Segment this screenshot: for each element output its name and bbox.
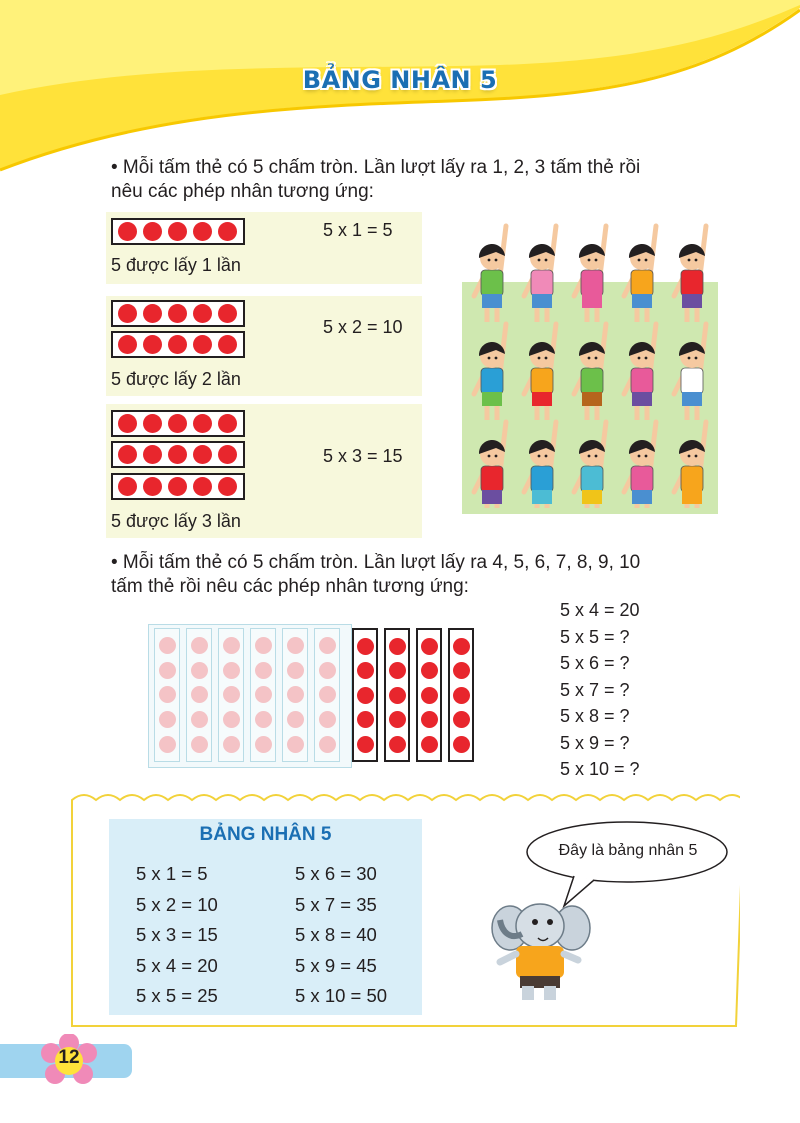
section1-instruction-line2: nêu các phép nhân tương ứng: — [111, 181, 374, 202]
dot-card — [111, 473, 245, 500]
faded-dot — [191, 637, 208, 654]
faded-dot — [287, 686, 304, 703]
red-dot — [193, 414, 212, 433]
red-dot — [357, 638, 374, 655]
equation: 5 x 10 = ? — [560, 759, 640, 779]
red-dot — [168, 222, 187, 241]
red-dot — [143, 335, 162, 354]
faded-dot — [255, 686, 272, 703]
red-dot — [193, 477, 212, 496]
table-row: 5 x 10 = 50 — [295, 985, 388, 1006]
red-dot — [389, 662, 406, 679]
child-figure — [674, 324, 706, 420]
red-dot — [143, 222, 162, 241]
red-dot — [357, 736, 374, 753]
faded-dot — [223, 736, 240, 753]
faded-dot — [287, 662, 304, 679]
faded-dot — [255, 736, 272, 753]
red-dot — [118, 477, 137, 496]
table-row: 5 x 2 = 10 — [136, 893, 218, 915]
red-dot — [453, 736, 470, 753]
child-figure — [524, 422, 556, 508]
section2-instruction — [111, 551, 761, 599]
table-row: 5 x 8 = 40 — [295, 924, 377, 945]
faded-dot — [319, 637, 336, 654]
red-dot — [193, 304, 212, 323]
faded-dot — [191, 686, 208, 703]
red-dot — [143, 445, 162, 464]
red-dot — [118, 304, 137, 323]
child-figure — [624, 226, 656, 322]
equation: 5 x 5 = ? — [560, 626, 630, 647]
child-figure — [674, 422, 706, 508]
faded-dot — [319, 711, 336, 728]
red-dot — [118, 445, 137, 464]
red-dot — [193, 335, 212, 354]
faded-dot — [319, 686, 336, 703]
child-figure — [574, 226, 606, 322]
faded-dot — [191, 736, 208, 753]
red-dot — [421, 638, 438, 655]
red-dot — [453, 638, 470, 655]
faded-dot — [255, 711, 272, 728]
page-number: 12 — [58, 1047, 80, 1068]
red-dot — [453, 662, 470, 679]
highlighted-dot-card — [384, 628, 410, 762]
table-right-column — [295, 859, 387, 1012]
faded-dot — [287, 637, 304, 654]
faded-dot-card — [186, 628, 212, 762]
child-figure — [574, 422, 606, 508]
red-dot — [453, 711, 470, 728]
equation: 5 x 3 = 15 — [323, 446, 403, 466]
section2-instruction-line1: • Mỗi tấm thẻ có 5 chấm tròn. Lần lượt lấy ra 4, 5, 6, 7, 8, 9, 10 — [111, 552, 641, 573]
caption: 5 được lấy 2 lần — [111, 369, 241, 389]
child-figure — [524, 226, 556, 322]
child-figure — [624, 422, 656, 508]
faded-dot — [223, 662, 240, 679]
table-row: 5 x 6 = 30 — [295, 863, 377, 884]
equation: 5 x 7 = ? — [560, 679, 630, 700]
red-dot — [421, 736, 438, 753]
dot-card — [111, 331, 245, 358]
red-dot — [389, 638, 406, 655]
table-row: 5 x 4 = 20 — [136, 954, 218, 976]
table-row: 5 x 1 = 5 — [136, 863, 208, 884]
faded-dot — [159, 662, 176, 679]
table-row: 5 x 3 = 15 — [136, 924, 218, 945]
dot-card — [111, 441, 245, 468]
child-figure — [574, 324, 606, 420]
red-dot — [118, 222, 137, 241]
page-title: BẢNG NHÂN 5 — [302, 66, 498, 94]
equation: 5 x 8 = ? — [560, 706, 630, 726]
red-dot — [357, 662, 374, 679]
red-dot — [218, 445, 237, 464]
faded-dot-card — [218, 628, 244, 762]
red-dot — [143, 304, 162, 323]
faded-dot-card — [282, 628, 308, 762]
red-dot — [218, 477, 237, 496]
red-dot — [357, 687, 374, 704]
highlighted-dot-card — [416, 628, 442, 762]
red-dot — [143, 414, 162, 433]
dot-card — [111, 410, 245, 437]
red-dot — [118, 335, 137, 354]
faded-dot — [159, 637, 176, 654]
children-exercising-illustration — [462, 218, 722, 508]
child-figure — [674, 226, 706, 322]
caption: 5 được lấy 3 lần — [111, 511, 241, 531]
caption: 5 được lấy 1 lần — [111, 255, 241, 275]
faded-dot — [255, 662, 272, 679]
section2-instruction-line2: tấm thẻ rồi nêu các phép nhân tương ứng: — [111, 576, 469, 597]
speech-bubble-text: Đây là bảng nhân 5 — [558, 842, 698, 859]
table-title: BẢNG NHÂN 5 — [199, 824, 332, 845]
red-dot — [218, 335, 237, 354]
elephant-illustration — [480, 888, 600, 1008]
table-row: 5 x 5 = 25 — [136, 985, 218, 1006]
red-dot — [421, 711, 438, 728]
faded-dot — [319, 662, 336, 679]
faded-dot — [159, 686, 176, 703]
vertical-dot-cards — [154, 628, 474, 762]
red-dot — [421, 662, 438, 679]
table-row: 5 x 9 = 45 — [295, 954, 377, 976]
equation: 5 x 6 = ? — [560, 653, 630, 673]
highlighted-dot-card — [352, 628, 378, 762]
child-figure — [524, 324, 556, 420]
section1-instruction-line1: • Mỗi tấm thẻ có 5 chấm tròn. Lần lượt lấy ra 1, 2, 3 tấm thẻ rồi — [111, 157, 641, 178]
faded-dot-card — [154, 628, 180, 762]
faded-dot — [255, 637, 272, 654]
red-dot — [389, 711, 406, 728]
table-left-column — [136, 859, 218, 1012]
highlighted-dot-card — [448, 628, 474, 762]
red-dot — [218, 222, 237, 241]
faded-dot — [159, 736, 176, 753]
faded-dot — [159, 711, 176, 728]
faded-dot — [287, 736, 304, 753]
faded-dot — [319, 736, 336, 753]
red-dot — [357, 711, 374, 728]
child-figure — [474, 422, 506, 508]
red-dot — [168, 477, 187, 496]
red-dot — [143, 477, 162, 496]
section1-instruction — [111, 156, 761, 204]
dot-card — [111, 300, 245, 327]
child-figure — [474, 226, 506, 322]
red-dot — [389, 687, 406, 704]
red-dot — [389, 736, 406, 753]
faded-dot — [223, 686, 240, 703]
red-dot — [168, 414, 187, 433]
child-figure — [474, 324, 506, 420]
red-dot — [193, 445, 212, 464]
dot-card — [111, 218, 245, 245]
red-dot — [118, 414, 137, 433]
faded-dot-card — [250, 628, 276, 762]
equation: 5 x 2 = 10 — [323, 317, 403, 337]
red-dot — [218, 414, 237, 433]
red-dot — [168, 445, 187, 464]
faded-dot-card — [314, 628, 340, 762]
equation: 5 x 4 = 20 — [560, 600, 640, 620]
faded-dot — [287, 711, 304, 728]
faded-dot — [223, 711, 240, 728]
red-dot — [168, 335, 187, 354]
child-figure — [624, 324, 656, 420]
red-dot — [453, 687, 470, 704]
table-row: 5 x 7 = 35 — [295, 893, 377, 915]
red-dot — [421, 687, 438, 704]
red-dot — [218, 304, 237, 323]
red-dot — [168, 304, 187, 323]
faded-dot — [191, 711, 208, 728]
section2-equation-list — [560, 597, 640, 783]
red-dot — [193, 222, 212, 241]
equation: 5 x 1 = 5 — [323, 220, 393, 240]
equation: 5 x 9 = ? — [560, 732, 630, 753]
faded-dot — [191, 662, 208, 679]
faded-dot — [223, 637, 240, 654]
